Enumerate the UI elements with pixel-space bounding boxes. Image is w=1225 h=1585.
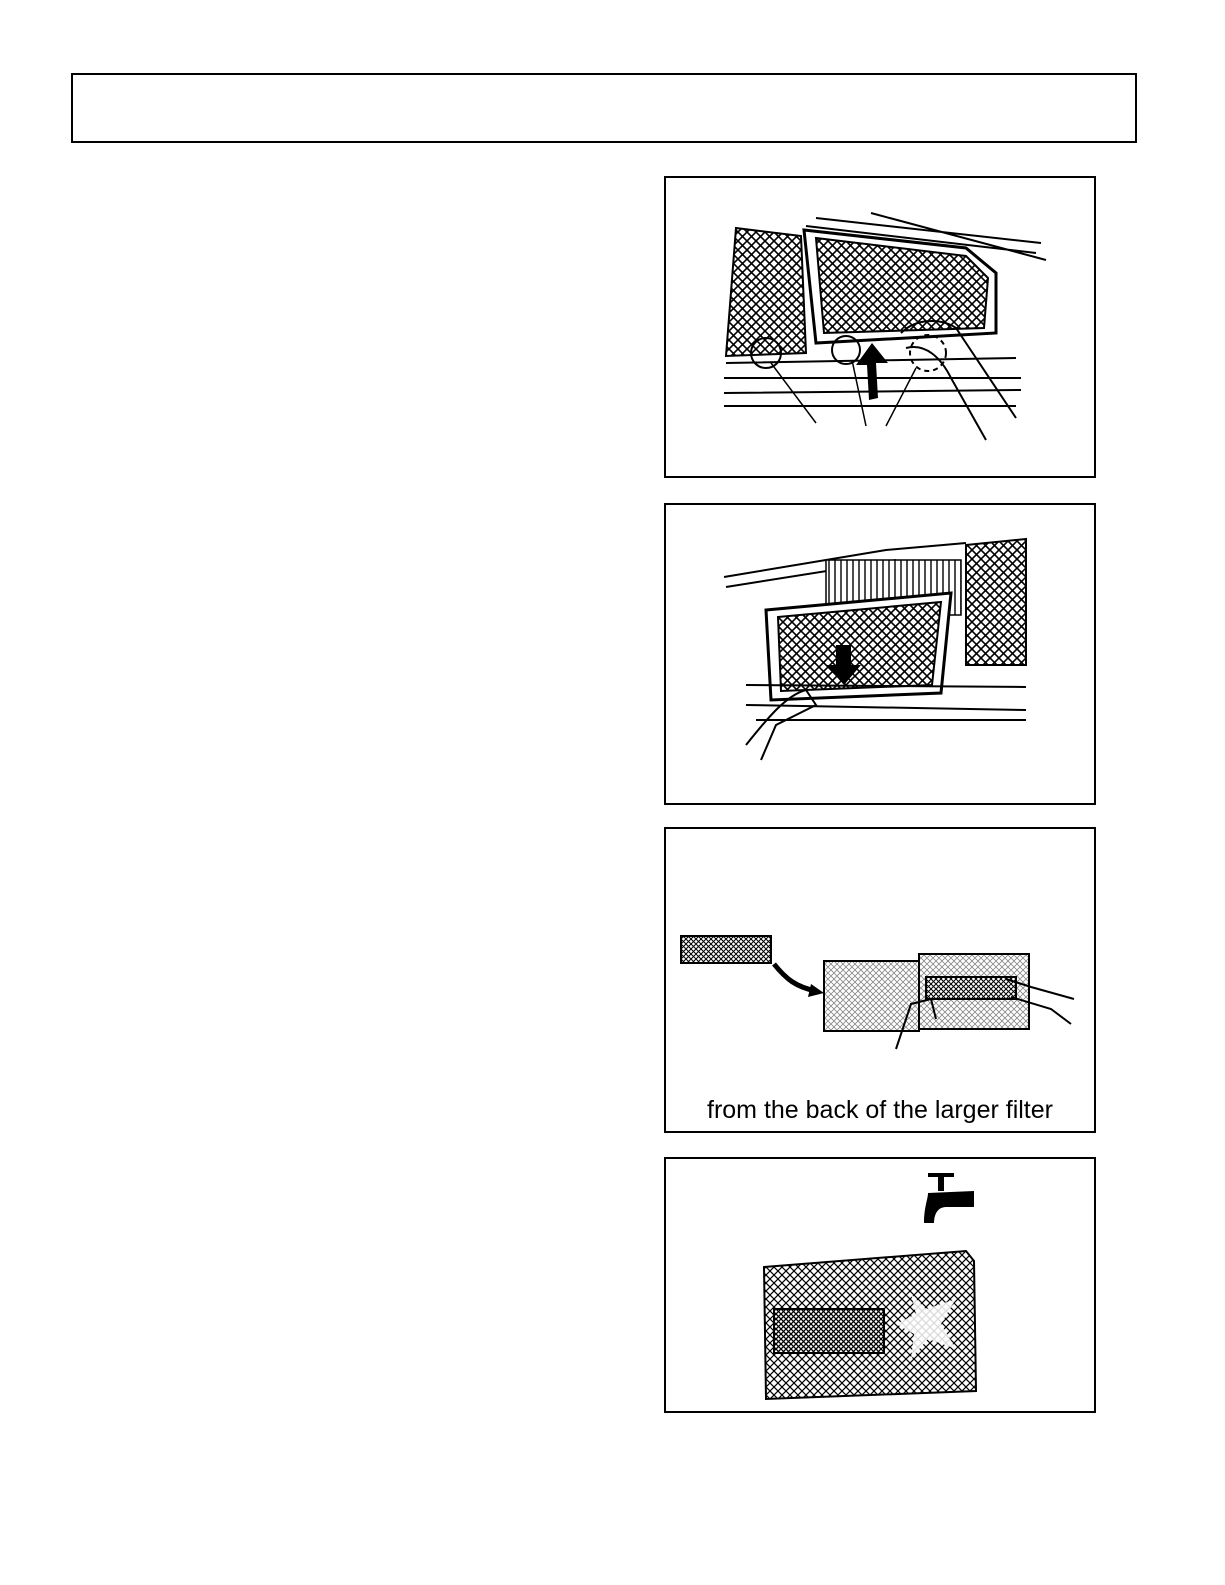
illustration-filter-raise	[664, 176, 1096, 478]
section-title-box	[71, 73, 1137, 143]
small-filter-remove-caption: from the back of the larger filter	[707, 1096, 1053, 1124]
illustration-filter-pull-down	[664, 503, 1096, 805]
filter-pull-down-drawing	[666, 505, 1094, 803]
faucet-icon	[924, 1173, 974, 1223]
small-filter-remove-drawing	[666, 829, 1094, 1131]
illustration-filter-wash	[664, 1157, 1096, 1413]
filter-raise-drawing	[666, 178, 1094, 476]
filter-wash-drawing	[666, 1159, 1094, 1411]
illustration-small-filter-remove	[664, 827, 1096, 1133]
